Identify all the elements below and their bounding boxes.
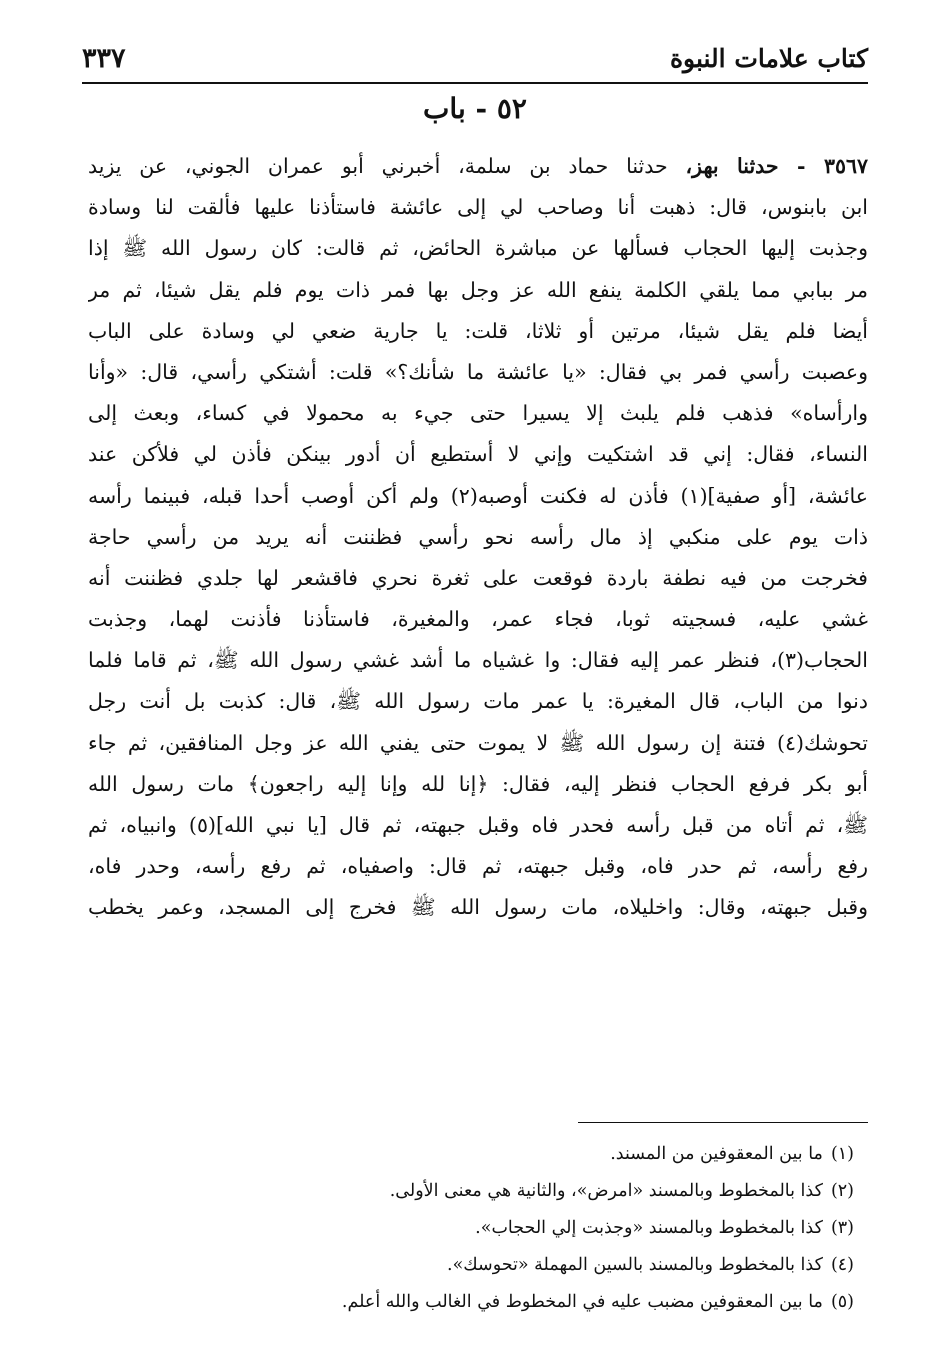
text-line: تحوشك(٤) فتنة إن رسول الله ﷺ لا يموت حتى يفني الله عز وجل المنافقين، ثم جاء [88, 730, 868, 755]
footnote [120, 1173, 854, 1210]
text-line: وجذبت إليها الحجاب فسألها عن مباشرة الحائض، ثم قالت: كان رسول الله ﷺ إذا [88, 236, 868, 261]
footnote [120, 1136, 854, 1173]
text-line: ﷺ، ثم أتاه من قبل رأسه فحدر فاه وقبل جبهته، ثم قال [يا نبي الله](٥) وانبياه، ثم [88, 813, 868, 837]
line-text: حدثنا حماد بن سلمة، أخبرني أبو عمران الجوني، عن يزيد [88, 154, 668, 178]
text-line: مر ببابي مما يلقي الكلمة ينفع الله عز وجل بها فمر ذات يوم فلم يقل شيئا، ثم مر [88, 277, 868, 302]
footnote [120, 1247, 854, 1284]
footnotes [120, 1136, 854, 1321]
text-line: غشي عليه، فسجيته ثوبا، فجاء عمر، والمغيرة، فاستأذنا فأذنت لهما، وجذبت [88, 607, 868, 632]
text-line: ذات يوم على منكبي إذ مال رأسه نحو رأسي فظننت أنه يريد من رأسي حاجة [88, 524, 868, 549]
header-rule [82, 82, 868, 84]
hadith-text [88, 146, 868, 929]
text-line: أبو بكر فرفع الحجاب فنظر إليه، فقال: ﴿إنا لله وإنا إليه راجعون﴾ مات رسول الله [88, 771, 868, 796]
chapter-heading: ٥٢ - باب [423, 92, 527, 125]
footnote-text: كذا بالمخطوط وبالمسند «وجذبت إلي الحجاب». [475, 1218, 823, 1238]
page-number: ٣٣٧ [82, 42, 126, 74]
footnote-rule [578, 1122, 868, 1123]
text-line: الحجاب(٣)، فنظر عمر إليه فقال: وا غشياه ما أشد غشي رسول الله ﷺ، ثم قاما فلما [88, 648, 868, 673]
text-line: دنوا من الباب، قال المغيرة: يا عمر مات رسول الله ﷺ، قال: كذبت بل أنت رجل [88, 689, 868, 714]
footnote-text: ما بين المعقوفين مضبب عليه في المخطوط في الغالب والله أعلم. [341, 1292, 823, 1312]
running-title: كتاب علامات النبوة [669, 43, 868, 73]
text-line: رفع رأسه، ثم حدر فاه، وقبل جبهته، ثم قال: واصفياه، ثم رفع رأسه، وحدر فاه، [88, 854, 868, 879]
footnote-mark: (٢) [830, 1181, 854, 1201]
footnote-text: كذا بالمخطوط وبالمسند «امرض»، والثانية هي معنى الأولى. [389, 1181, 823, 1201]
text-line: وعصبت رأسي فمر بي فقال: «يا عائشة ما شأنك؟» قلت: أشتكي رأسي، قال: «وأنا [88, 359, 868, 384]
footnote-text: كذا بالمخطوط وبالمسند بالسين المهملة «تحوسك». [447, 1255, 823, 1275]
footnote-mark: (١) [830, 1144, 854, 1164]
footnote-mark: (٣) [830, 1218, 854, 1238]
footnote-text: ما بين المعقوفين من المسند. [610, 1144, 823, 1164]
text-line: ابن بابنوس، قال: ذهبت أنا وصاحب لي إلى عائشة فاستأذنا عليها فألقت لنا وسادة [88, 195, 868, 220]
text-line: وارأساه» فذهب فلم يلبث إلا يسيرا حتى جيء به محمولا في كساء، وبعث إلى [88, 401, 868, 426]
text-line: النساء، فقال: إني قد اشتكيت وإني لا أستطيع أن أدور بينكن فأذن لي فلأكن عند [88, 442, 868, 467]
page-header [82, 36, 868, 80]
footnote-mark: (٤) [830, 1255, 854, 1275]
text-line [88, 146, 868, 187]
footnote [120, 1210, 854, 1247]
text-line: أيضا فلم يقل شيئا، مرتين أو ثلاثا، قلت: يا جارية ضعي لي وسادة على الباب [88, 318, 868, 343]
text-line: وقبل جبهته، وقال: واخليلاه، مات رسول الله ﷺ فخرج إلى المسجد، وعمر يخطب [88, 895, 868, 920]
text-line: فخرجت من فيه نطفة باردة فوقعت على ثغرة نحري فاقشعر لها جلدي فظننت أنه [88, 565, 868, 590]
footnote [120, 1284, 854, 1321]
footnote-mark: (٥) [830, 1292, 854, 1312]
hadith-number: ٣٥٦٧ - حدثنا بهز، [685, 154, 868, 178]
text-line: عائشة، [أو صفية](١) فأذن له فكنت أوصبه(٢) ولم أكن أوصب أحدا قبله، فبينما رأسه [88, 483, 868, 508]
